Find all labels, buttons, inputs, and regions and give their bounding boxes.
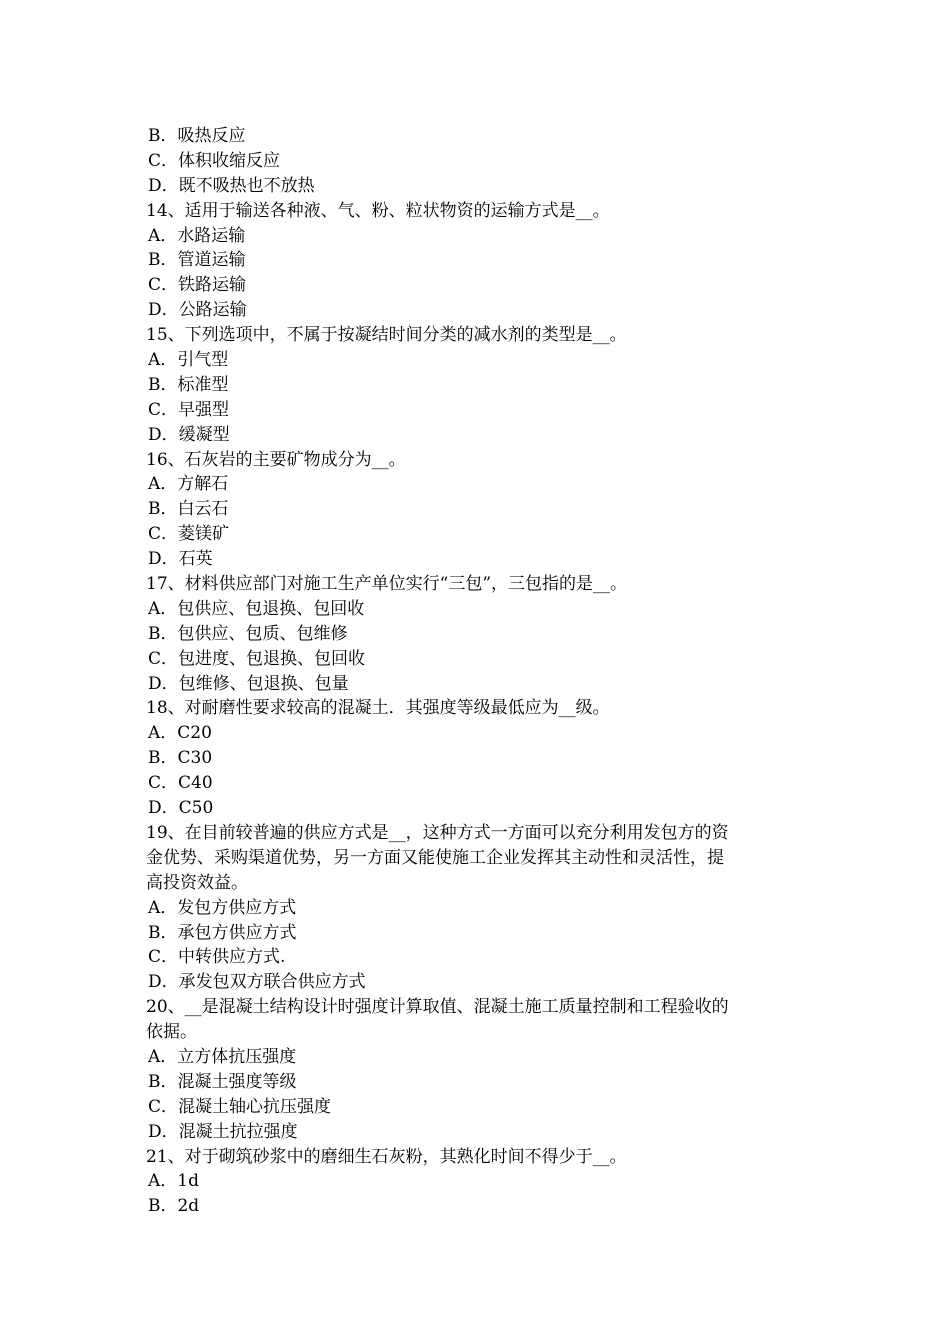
document-page <box>146 124 810 1219</box>
answer-option: C．包进度、包退换、包回收 <box>148 648 366 669</box>
answer-option: A．方解石 <box>148 474 229 495</box>
answer-option: C．体积收缩反应 <box>148 150 281 171</box>
answer-option: A．1d <box>148 1171 199 1192</box>
question-text: 15、下列选项中，不属于按凝结时间分类的减水剂的类型是__。 <box>146 325 627 346</box>
answer-option: B．C30 <box>148 748 213 769</box>
answer-option: C．中转供应方式. <box>148 947 286 968</box>
question-text: 17、材料供应部门对施工生产单位实行“三包”，三包指的是__。 <box>146 574 628 595</box>
question-text: 依据。 <box>146 1022 197 1043</box>
answer-option: C．混凝土轴心抗压强度 <box>148 1096 332 1117</box>
question-text: 20、__是混凝土结构设计时强度计算取值、混凝土施工质量控制和工程验收的 <box>146 997 729 1018</box>
answer-option: B．吸热反应 <box>148 126 246 146</box>
answer-option: D．公路运输 <box>148 300 247 321</box>
answer-option: D．缓凝型 <box>148 424 230 445</box>
answer-option: C．早强型 <box>148 399 230 420</box>
question-text: 21、对于砌筑砂浆中的磨细生石灰粉，其熟化时间不得少于__。 <box>146 1146 627 1167</box>
answer-option: B．承包方供应方式 <box>148 922 297 943</box>
answer-option: D．C50 <box>148 798 214 819</box>
question-text: 16、石灰岩的主要矿物成分为__。 <box>146 449 406 470</box>
answer-option: C．C40 <box>148 773 213 794</box>
answer-option: B．2d <box>148 1196 200 1217</box>
answer-option: D．既不吸热也不放热 <box>148 175 315 196</box>
answer-option: A．引气型 <box>148 350 229 371</box>
answer-option: C．菱镁矿 <box>148 524 230 545</box>
answer-option: A．包供应、包退换、包回收 <box>148 598 365 619</box>
answer-option: D．混凝土抗拉强度 <box>148 1121 298 1142</box>
answer-option: D．承发包双方联合供应方式 <box>148 972 366 993</box>
answer-option: A．C20 <box>148 723 212 744</box>
question-text: 14、适用于输送各种液、气、粉、粒状物资的运输方式是__。 <box>146 200 610 221</box>
question-text: 金优势、采购渠道优势，另一方面又能使施工企业发挥其主动性和灵活性，提 <box>146 847 724 868</box>
answer-option: D．石英 <box>148 549 213 570</box>
answer-option: D．包维修、包退换、包量 <box>148 673 349 694</box>
answer-option: B．标准型 <box>148 374 229 395</box>
answer-option: B．管道运输 <box>148 250 246 271</box>
question-text: 18、对耐磨性要求较高的混凝土．其强度等级最低应为__级。 <box>146 698 610 719</box>
answer-option: C．铁路运输 <box>148 275 247 296</box>
answer-option: A．发包方供应方式 <box>148 897 297 918</box>
answer-option: B．包供应、包质、包维修 <box>148 623 348 644</box>
question-text: 高投资效益。 <box>146 872 248 893</box>
answer-option: A．立方体抗压强度 <box>148 1046 297 1067</box>
answer-option: A．水路运输 <box>148 225 246 246</box>
answer-option: B．混凝土强度等级 <box>148 1071 297 1092</box>
question-text: 19、在目前较普遍的供应方式是__，这种方式一方面可以充分利用发包方的资 <box>146 822 729 843</box>
answer-option: B．白云石 <box>148 499 229 520</box>
